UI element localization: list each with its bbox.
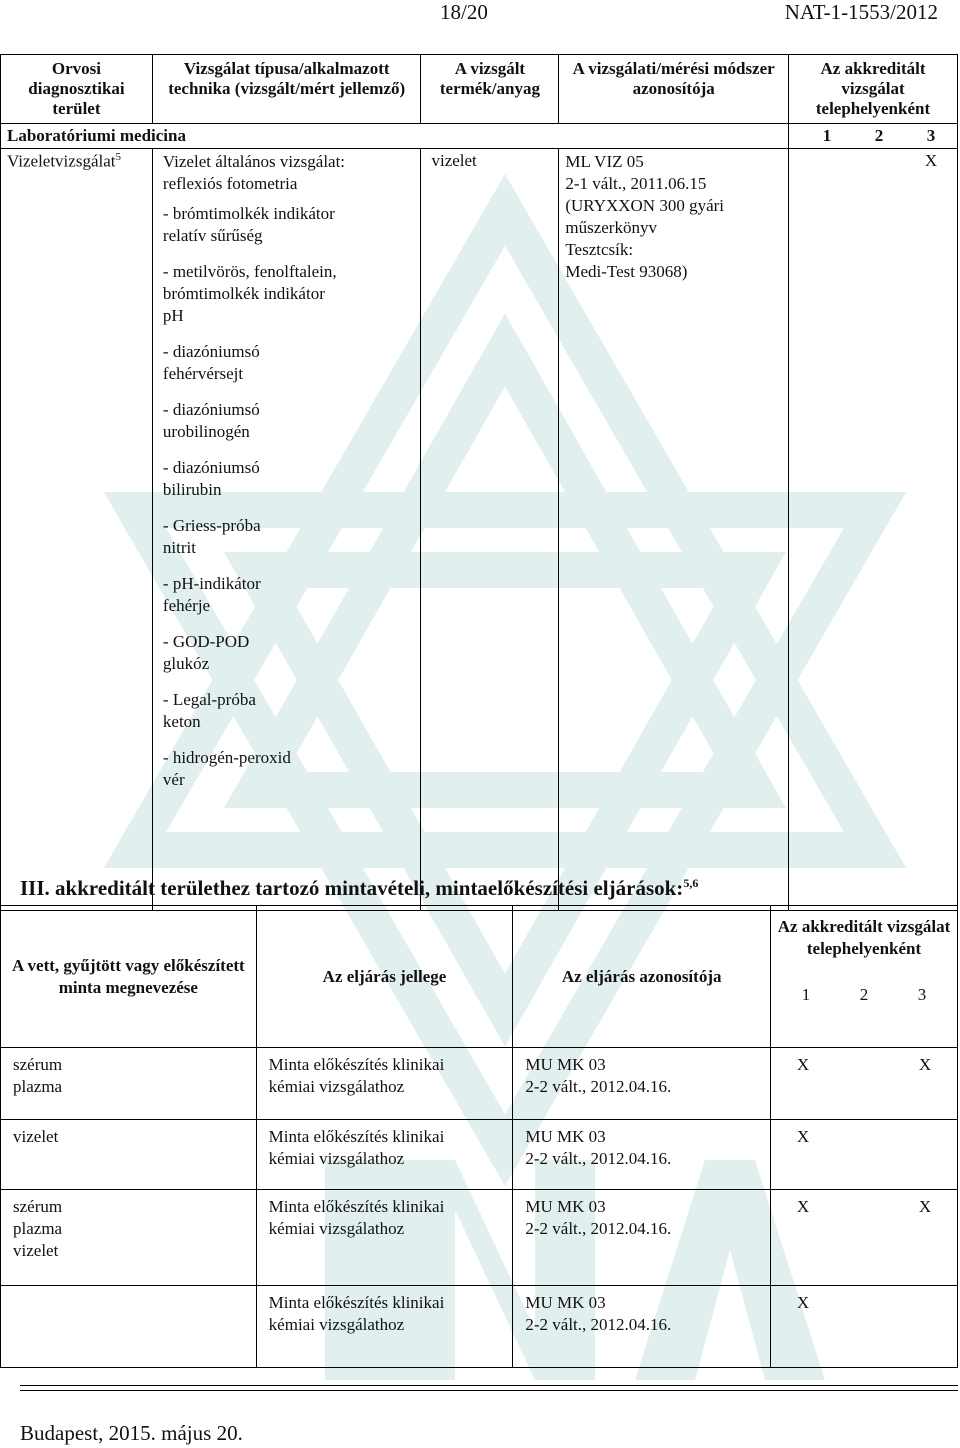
cell-sample bbox=[1, 1120, 257, 1190]
section-row bbox=[1, 124, 958, 149]
id-line: 2-2 vált., 2012.04.16. bbox=[525, 1315, 672, 1334]
col-header-method: A vizsgálati/mérési módszer azonosítója bbox=[559, 55, 789, 124]
method-line: műszerkönyv bbox=[565, 218, 657, 237]
sample-line: vizelet bbox=[13, 1127, 59, 1146]
material-cell: vizelet bbox=[421, 149, 559, 911]
technique-line: glukóz bbox=[162, 654, 210, 673]
technique-line: - diazóniumsó bbox=[162, 400, 260, 419]
site-2-mark bbox=[853, 151, 905, 171]
id-line: MU MK 03 bbox=[525, 1127, 606, 1146]
technique-line: relatív sűrűség bbox=[162, 226, 263, 245]
technique-line: - metilvörös, fenolftalein, bbox=[162, 262, 337, 281]
technique-item bbox=[163, 203, 415, 247]
cell-id bbox=[513, 1048, 771, 1120]
method-line: Medi-Test 93068) bbox=[565, 262, 688, 281]
site-1-label: 1 bbox=[822, 126, 832, 145]
method-cell bbox=[559, 149, 789, 911]
cell-nature bbox=[256, 1120, 513, 1190]
section-label: Laboratóriumi medicina bbox=[1, 124, 789, 149]
id-line: 2-2 vált., 2012.04.16. bbox=[525, 1077, 672, 1096]
area-cell bbox=[1, 149, 153, 911]
site-1-mark: X bbox=[796, 1127, 810, 1146]
technique-item bbox=[163, 457, 415, 501]
technique-line: urobilinogén bbox=[162, 422, 250, 441]
cell-sample bbox=[1, 1048, 257, 1120]
technique-line: pH bbox=[162, 306, 184, 325]
page-number: 18/20 bbox=[440, 0, 488, 24]
id-line: 2-2 vált., 2012.04.16. bbox=[525, 1149, 672, 1168]
table-row bbox=[1, 1120, 958, 1190]
technique-item bbox=[163, 747, 415, 791]
sample-line: szérum bbox=[13, 1055, 63, 1074]
cell-id bbox=[513, 1190, 771, 1286]
technique-line: - brómtimolkék indikátor bbox=[162, 204, 335, 223]
technique-line: bilirubin bbox=[162, 480, 222, 499]
technique-line: - diazóniumsó bbox=[162, 342, 260, 361]
technique-line: - Griess-próba bbox=[162, 516, 261, 535]
site-3-mark: X bbox=[918, 1055, 932, 1074]
col-header-sample: A vett, gyűjtött vagy előkészített minta megnevezése bbox=[1, 906, 257, 1048]
technique-line: keton bbox=[162, 712, 201, 731]
technique-item bbox=[163, 399, 415, 443]
cell-sample bbox=[1, 1190, 257, 1286]
site-1-mark: X bbox=[796, 1055, 810, 1074]
cell-sites bbox=[771, 1286, 958, 1368]
site-2-mark bbox=[844, 1196, 884, 1218]
id-line: MU MK 03 bbox=[525, 1293, 606, 1312]
table-row bbox=[1, 1048, 958, 1120]
table-header-row bbox=[1, 906, 958, 1048]
site-2-mark bbox=[844, 1292, 884, 1314]
nature-line: Minta előkészítés klinikai bbox=[268, 1127, 445, 1146]
sample-line: vizelet bbox=[13, 1241, 59, 1260]
technique-line: brómtimolkék indikátor bbox=[162, 284, 325, 303]
nature-line: Minta előkészítés klinikai bbox=[268, 1197, 445, 1216]
technique-line: fehérvérsejt bbox=[162, 364, 244, 383]
table-row bbox=[1, 1190, 958, 1286]
site-2-label: 2 bbox=[859, 985, 869, 1004]
document-id: NAT-1-1553/2012 bbox=[784, 0, 938, 24]
section-3-title: III. akkreditált területhez tartozó mintavételi, mintaelőkészítési eljárások: bbox=[20, 876, 684, 900]
cell-id bbox=[513, 1120, 771, 1190]
area-footnote: 5 bbox=[115, 151, 121, 163]
method-line: ML VIZ 05 bbox=[565, 152, 644, 171]
site-2-mark bbox=[844, 1054, 884, 1076]
id-line: MU MK 03 bbox=[525, 1197, 606, 1216]
sites-header-label: Az akkreditált vizsgálat telephelyenként bbox=[777, 917, 951, 958]
technique-item bbox=[163, 689, 415, 733]
footer-rule-top bbox=[20, 1385, 958, 1386]
id-line: MU MK 03 bbox=[525, 1055, 606, 1074]
footer-rule-bottom bbox=[20, 1390, 958, 1391]
technique-line: - GOD-POD bbox=[162, 632, 250, 651]
site-2-label: 2 bbox=[874, 126, 884, 145]
technique-cell bbox=[152, 149, 421, 911]
site-1-mark: X bbox=[796, 1197, 810, 1216]
col-header-material: A vizsgált termék/anyag bbox=[421, 55, 559, 124]
site-3-mark: X bbox=[918, 1197, 932, 1216]
cell-nature bbox=[256, 1286, 513, 1368]
sample-line: plazma bbox=[13, 1219, 63, 1238]
col-header-nature: Az eljárás jellege bbox=[256, 906, 513, 1048]
col-header-area: Orvosi diagnosztikai terület bbox=[1, 55, 153, 124]
technique-item bbox=[163, 573, 415, 617]
accredited-tests-table bbox=[0, 54, 958, 911]
col-header-sites: Az akkreditált vizsgálat telephelyenként bbox=[789, 55, 958, 124]
sample-line: plazma bbox=[13, 1077, 63, 1096]
technique-item bbox=[163, 151, 415, 195]
col-header-sites bbox=[771, 906, 958, 1048]
footer-place-date: Budapest, 2015. május 20. bbox=[20, 1421, 243, 1445]
technique-line: fehérje bbox=[162, 596, 211, 615]
method-id bbox=[565, 151, 782, 283]
technique-item bbox=[163, 631, 415, 675]
cell-sites bbox=[771, 1190, 958, 1286]
technique-line: - pH-indikátor bbox=[162, 574, 261, 593]
col-header-procedure-id: Az eljárás azonosítója bbox=[513, 906, 771, 1048]
section-3-footnotes: 5,6 bbox=[683, 876, 699, 890]
site-numbers bbox=[774, 984, 954, 1006]
sample-line: szérum bbox=[13, 1197, 63, 1216]
site-3-mark bbox=[905, 1292, 945, 1314]
site-1-mark: X bbox=[796, 1293, 810, 1312]
area-name: Vizeletvizsgálat bbox=[7, 151, 116, 171]
technique-line: nitrit bbox=[162, 538, 196, 557]
cell-nature bbox=[256, 1190, 513, 1286]
method-line: Tesztcsík: bbox=[565, 240, 634, 259]
nature-line: Minta előkészítés klinikai bbox=[268, 1293, 445, 1312]
method-line: 2-1 vált., 2011.06.15 bbox=[565, 174, 707, 193]
technique-list bbox=[163, 151, 415, 791]
site-1-label: 1 bbox=[801, 985, 811, 1004]
nature-line: kémiai vizsgálathoz bbox=[268, 1315, 405, 1334]
section-3-heading bbox=[20, 876, 698, 901]
cell-sample bbox=[1, 1286, 257, 1368]
site-2-mark bbox=[844, 1126, 884, 1148]
site-3-label: 3 bbox=[917, 985, 927, 1004]
cell-sites bbox=[771, 1120, 958, 1190]
col-header-technique: Vizsgálat típusa/alkalmazott technika (vizsgált/mért jellemző) bbox=[152, 55, 421, 124]
cell-nature bbox=[256, 1048, 513, 1120]
technique-line: - diazóniumsó bbox=[162, 458, 260, 477]
site-3-mark: X bbox=[924, 151, 938, 170]
site-1-mark bbox=[801, 151, 853, 171]
id-line: 2-2 vált., 2012.04.16. bbox=[525, 1219, 672, 1238]
table-row bbox=[1, 1286, 958, 1368]
site-numbers bbox=[789, 124, 958, 149]
technique-item bbox=[163, 261, 415, 327]
technique-item bbox=[163, 341, 415, 385]
site-3-label: 3 bbox=[926, 126, 936, 145]
technique-line: - Legal-próba bbox=[162, 690, 256, 709]
cell-sites bbox=[771, 1048, 958, 1120]
technique-line: - hidrogén-peroxid bbox=[162, 748, 291, 767]
method-line: (URYXXON 300 gyári bbox=[565, 196, 725, 215]
technique-line: reflexiós fotometria bbox=[162, 174, 298, 193]
site-3-mark bbox=[905, 1126, 945, 1148]
technique-line: vér bbox=[162, 770, 185, 789]
table-header-row bbox=[1, 55, 958, 124]
table-row bbox=[1, 149, 958, 911]
nature-line: kémiai vizsgálathoz bbox=[268, 1077, 405, 1096]
sites-cell bbox=[789, 149, 958, 911]
nature-line: kémiai vizsgálathoz bbox=[268, 1219, 405, 1238]
nature-line: kémiai vizsgálathoz bbox=[268, 1149, 405, 1168]
technique-item bbox=[163, 515, 415, 559]
sampling-procedures-table bbox=[0, 905, 958, 1368]
technique-line: Vizelet általános vizsgálat: bbox=[162, 152, 346, 171]
nature-line: Minta előkészítés klinikai bbox=[268, 1055, 445, 1074]
cell-id bbox=[513, 1286, 771, 1368]
